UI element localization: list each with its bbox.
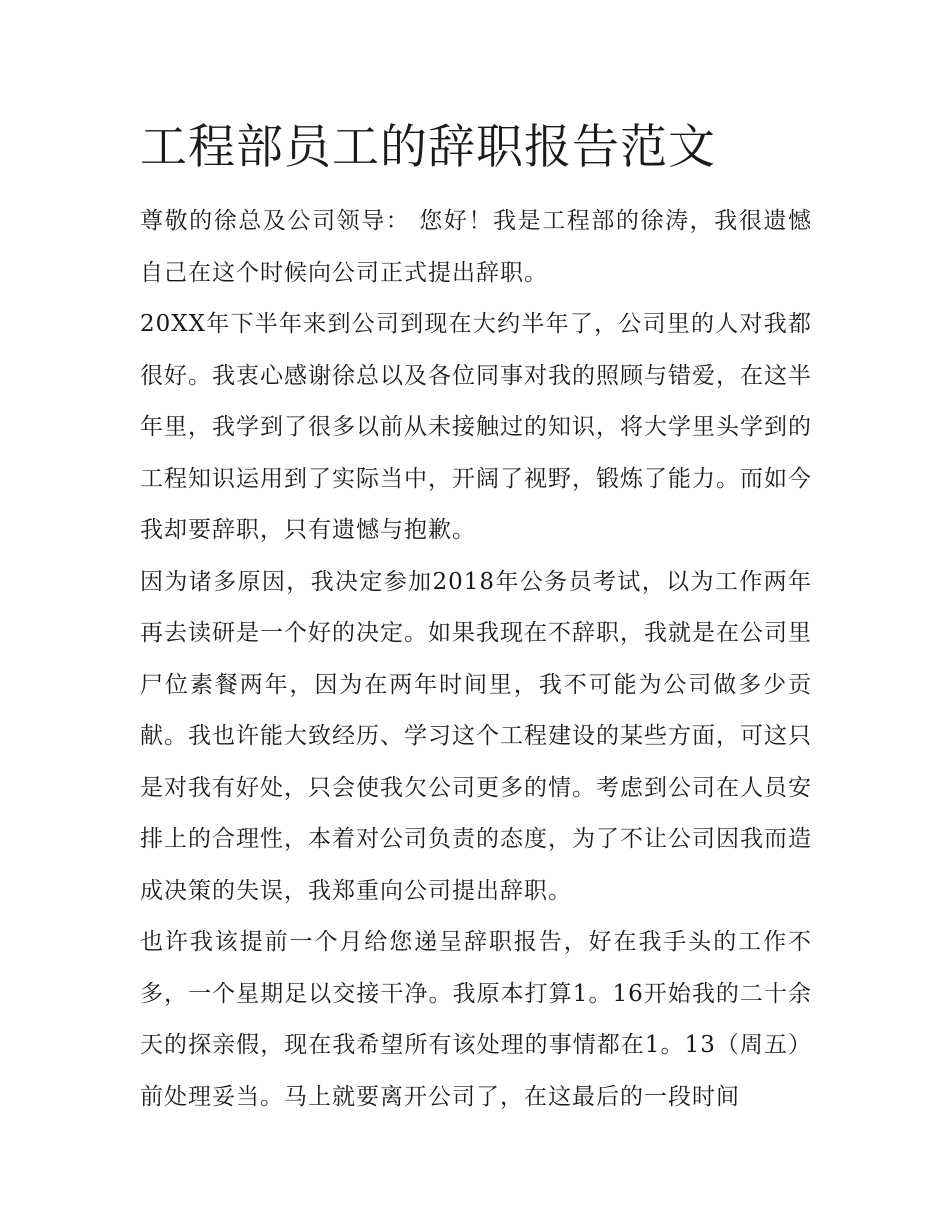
document-body — [140, 196, 812, 1123]
paragraph-gratitude: 20XX年下半年来到公司到现在大约半年了，公司里的人对我都很好。我衷心感谢徐总以及各位同事对我的照顾与错爱，在这半年里，我学到了很多以前从未接触过的知识，将大学里头学到的工程知识运用到了实际当中，开阔了视野，锻炼了能力。而如今我却要辞职，只有遗憾与抱歉。 — [140, 311, 812, 543]
paragraph-handover: 也许我该提前一个月给您递呈辞职报告，好在我手头的工作不多，一个星期足以交接干净。我原本打算1。16开始我的二十余天的探亲假，现在我希望所有该处理的事情都在1。13（周五）前处理妥当。马上就要离开公司了，在这最后的一段时间 — [140, 929, 812, 1110]
document-title: 工程部员工的辞职报告范文 — [140, 120, 716, 175]
paragraph-reason: 因为诸多原因，我决定参加2018年公务员考试，以为工作两年再去读研是一个好的决定。如果我现在不辞职，我就是在公司里尸位素餐两年，因为在两年时间里，我不可能为公司做多少贡献。我也许能大致经历、学习这个工程建设的某些方面，可这只是对我有好处，只会使我欠公司更多的情。考虑到公司在人员安排上的合理性，本着对公司负责的态度，为了不让公司因我而造成决策的失误，我郑重向公司提出辞职。 — [140, 568, 812, 904]
paragraph-greeting: 尊敬的徐总及公司领导： 您好！我是工程部的徐涛，我很遗憾自己在这个时候向公司正式提出辞职。 — [140, 208, 812, 286]
